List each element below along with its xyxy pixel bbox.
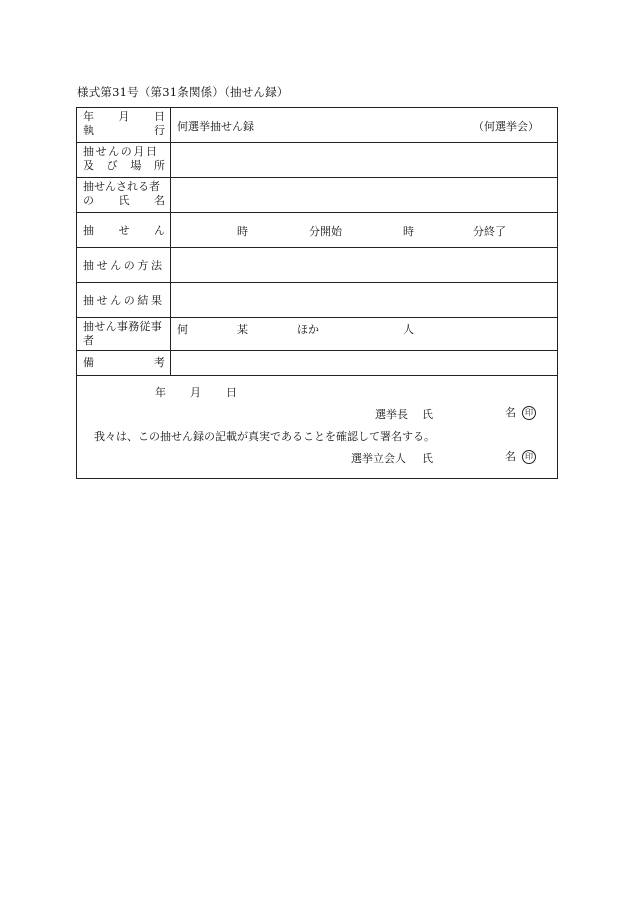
row-lottery-staff [77,318,557,351]
label-oyo: 及 [83,159,94,172]
row-lottery-result [77,283,557,318]
staff-bou: 某 [237,323,248,336]
staff-nani: 何 [177,323,188,336]
value-lottery-staff[interactable] [171,318,557,350]
footer-month: 月 [190,386,201,399]
staff-nin: 人 [403,323,414,336]
lottery-record-form [76,107,558,479]
label-year: 年 [83,110,94,123]
label-no: の [83,194,94,207]
footer-year: 年 [155,386,166,399]
witness-title: 選挙立会人 [351,452,406,465]
witness-shi: 氏 [422,452,433,465]
label-bi-remarks: 備 [83,356,94,369]
label-sho: 所 [153,159,165,172]
value-lottery-time[interactable] [171,213,557,247]
label-date-execution [77,108,171,142]
value-lottery-persons[interactable] [171,178,557,212]
chair-title: 選挙長 [375,408,408,421]
label-lottery-date: 抽せんの月日 [83,145,159,158]
signature-section [77,376,557,478]
label-persons-line1: 抽せんされる者 [83,180,160,193]
label-remarks [77,351,171,375]
value-lottery-result[interactable] [171,283,557,317]
record-name: 何選挙抽せん録 [177,120,254,133]
chair-mei: 名 [505,406,516,419]
start-hour-unit: 時 [237,225,248,238]
witness-mei: 名 [505,450,516,463]
label-mei: 名 [154,194,165,207]
label-shi: 氏 [118,194,130,207]
staff-hoka: ほか [297,323,319,336]
chair-signature-field[interactable] [505,404,536,420]
label-lottery-method [77,248,171,282]
label-method-text: 抽せんの方法 [83,259,165,272]
footer-day: 日 [226,386,237,399]
label-gyo: 行 [154,124,165,137]
label-lottery-time [77,213,171,247]
end-hour-unit: 時 [403,225,414,238]
election-assembly: （何選挙会） [473,120,539,133]
row-lottery-persons [77,178,557,213]
value-remarks[interactable] [171,351,557,375]
label-chu: 抽 [83,224,94,237]
row-lottery-date-place [77,143,557,178]
label-shitsu: 執 [83,124,94,137]
label-se: せ [118,224,130,237]
label-lottery-persons [77,178,171,212]
label-kou-remarks: 考 [154,356,165,369]
label-lottery-date-place [77,143,171,177]
label-lottery-staff [77,318,171,350]
form-title: 様式第31号（第31条関係）（抽せん録） [77,85,289,99]
label-bi: び [106,159,118,172]
certification-statement: 我々は、この抽せん録の記載が真実であることを確認して署名する。 [94,430,435,443]
label-lottery-result [77,283,171,317]
row-lottery-method [77,248,557,283]
witness-signature-field[interactable] [505,448,536,464]
row-date-execution [77,108,557,143]
seal-icon: 印 [522,406,536,420]
chair-shi: 氏 [422,408,433,421]
label-result-text: 抽せんの結果 [83,294,165,307]
label-day: 日 [154,110,165,123]
seal-icon: 印 [522,450,536,464]
row-lottery-time [77,213,557,248]
row-remarks [77,351,557,376]
label-month: 月 [118,110,130,123]
label-n: ん [154,224,165,237]
value-lottery-method[interactable] [171,248,557,282]
end-minute-unit: 分終了 [473,225,506,238]
label-ba: 場 [130,159,142,172]
value-lottery-date-place[interactable] [171,143,557,177]
start-minute-unit: 分開始 [309,225,342,238]
value-date-execution[interactable] [171,108,557,142]
label-staff-text: 抽せん事務従事者 [83,320,163,347]
